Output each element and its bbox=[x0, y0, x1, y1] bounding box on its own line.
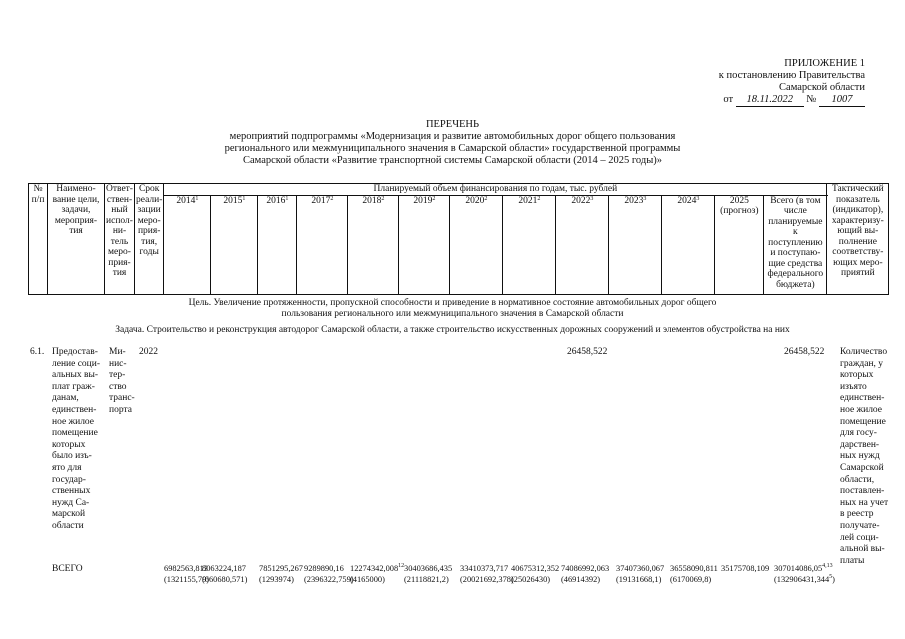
total-federal-value: (19131668,1) bbox=[616, 575, 662, 584]
year-2019: 2019$^2$ bbox=[399, 195, 450, 295]
year-2022: 2022$^3$ bbox=[556, 195, 609, 295]
total-main-value: 7851295,267 bbox=[259, 564, 303, 573]
total-federal-value: (6170069,8) bbox=[670, 575, 712, 584]
indicator-line: изъято bbox=[840, 381, 867, 392]
measure-name-line: альных вы- bbox=[52, 370, 98, 381]
table-header bbox=[28, 183, 889, 295]
total-year-value bbox=[561, 563, 609, 585]
goal-text bbox=[0, 298, 905, 320]
appendix-line1: к постановлению Правительства bbox=[718, 70, 865, 81]
col-name: Наимено-вание цели, задачи, мероприя-тия bbox=[48, 184, 105, 295]
total-federal-value: (25026430) bbox=[511, 575, 551, 584]
indicator-line: поставлен- bbox=[840, 486, 885, 497]
goal-line1: Цель. Увеличение протяженности, пропускной способности и приведение в нормативное состояние автомобильных дорог общего bbox=[188, 298, 717, 308]
appendix-date-line bbox=[719, 94, 865, 107]
total-main-value: 9289890,16 bbox=[304, 564, 344, 573]
document-heading bbox=[0, 119, 905, 167]
indicator-line: помещение bbox=[840, 416, 886, 427]
total-federal-value: (1321155,79) bbox=[164, 575, 210, 584]
measure-name-line: ственных bbox=[52, 486, 91, 497]
total-year-value bbox=[616, 563, 664, 585]
year-2015: 2015$^1$ bbox=[211, 195, 258, 295]
total-main-value: 37407360,067 bbox=[616, 564, 665, 573]
indicator-line: для госу- bbox=[840, 428, 877, 439]
measure-name-line: ято для bbox=[52, 462, 82, 473]
measure-name-line: ное жилое bbox=[52, 416, 95, 427]
total-label: ВСЕГО bbox=[52, 564, 83, 574]
total-main-value: 74086992,063 bbox=[561, 564, 610, 573]
measure-name-line: ление соци- bbox=[52, 358, 101, 369]
row-number: 6.1. bbox=[30, 347, 45, 357]
total-year-value bbox=[721, 563, 769, 574]
executor-line: Ми- bbox=[109, 347, 126, 357]
decree-number: 1007 bbox=[819, 94, 865, 107]
heading-line2: регионального или межмуниципального значения в Самарской области» государственной программы bbox=[224, 143, 681, 154]
indicator-line: граждан, у bbox=[840, 358, 884, 369]
appendix-line2: Самарской области bbox=[779, 82, 865, 93]
grand-total-value: 307014086,05$^{4,13}$ (132906431,344$^5$) bbox=[774, 563, 835, 584]
measure-name bbox=[52, 347, 108, 533]
total-federal-value: (2396322,759) bbox=[304, 575, 354, 584]
measure-name-line: единствен- bbox=[52, 404, 97, 415]
measure-name-line: плат граж- bbox=[52, 381, 95, 392]
total-main-value: 8063224,187 bbox=[202, 564, 246, 573]
indicator-line: ное жилое bbox=[840, 404, 883, 415]
measure-name-line: Предостав- bbox=[52, 347, 98, 357]
year-2023: 2023$^3$ bbox=[609, 195, 662, 295]
total-federal-value: (21118821,2) bbox=[404, 575, 449, 584]
indicator-line: Количество bbox=[840, 347, 888, 357]
total-year-value bbox=[460, 563, 514, 585]
indicator-line: ных на учет bbox=[840, 497, 889, 508]
total-federal-value: (4165000) bbox=[350, 575, 385, 584]
from-label: от bbox=[723, 94, 734, 105]
indicator-text bbox=[840, 347, 898, 567]
measure-name-line: нужд Са- bbox=[52, 497, 90, 508]
col-term: Срок реали-зации меро-прия-тия, годы bbox=[134, 184, 163, 295]
year-2016: 2016$^1$ bbox=[258, 195, 297, 295]
goal-line2: пользования регионального или межмуниципального значения в Самарской области bbox=[281, 309, 624, 319]
total-year-value bbox=[304, 563, 354, 585]
executor-line: транс- bbox=[109, 393, 135, 404]
total-main-value: 12274342,008$^{12}$ bbox=[350, 563, 405, 573]
measure-name-line: государ- bbox=[52, 474, 86, 485]
indicator-line: которых bbox=[840, 370, 874, 381]
total-year-value bbox=[350, 563, 404, 585]
heading-line3: Самарской области «Развитие транспортной системы Самарской области (2014 – 2025 годы)» bbox=[242, 155, 662, 166]
heading-line1: мероприятий подпрограммы «Модернизация и развитие автомобильных дорог общего пользования bbox=[229, 131, 676, 142]
measure-name-line: помещение bbox=[52, 428, 98, 439]
measure-name-line: которых bbox=[52, 439, 86, 450]
year-2025-forecast: 2025 (прогноз) bbox=[715, 195, 764, 295]
measure-name-line: марской bbox=[52, 509, 86, 520]
year-2021: 2021$^2$ bbox=[503, 195, 556, 295]
total-main-value: 33410373,717 bbox=[460, 564, 509, 573]
total-main-value: 6982563,813 bbox=[164, 564, 208, 573]
total-federal-value: (46914392) bbox=[561, 575, 601, 584]
measure-name-line: области bbox=[52, 520, 84, 531]
number-label: № bbox=[806, 94, 817, 105]
executor-line: тер- bbox=[109, 370, 126, 381]
total-year-value bbox=[670, 563, 718, 585]
measure-name-line: данам, bbox=[52, 393, 79, 404]
total-year-value bbox=[202, 563, 247, 585]
year-2014: 2014$^1$ bbox=[164, 195, 211, 295]
col-executor: Ответ-ствен-ный испол-ни-тель меро-прия-тия bbox=[105, 184, 135, 295]
term-year: 2022 bbox=[139, 347, 158, 357]
total-year-value bbox=[511, 563, 559, 585]
executor-name bbox=[109, 347, 135, 417]
indicator-line: области, bbox=[840, 474, 875, 485]
indicator-line: получате- bbox=[840, 520, 880, 531]
total-main-value: 40675312,352 bbox=[511, 564, 560, 573]
total-federal-value: (20021692,378) bbox=[460, 575, 514, 584]
indicator-line: ных нужд bbox=[840, 451, 880, 462]
total-values bbox=[164, 563, 904, 593]
indicator-line: Самарской bbox=[840, 462, 884, 473]
year-2018: 2018$^2$ bbox=[348, 195, 399, 295]
total-year-value bbox=[259, 563, 303, 585]
executor-line: нис- bbox=[109, 358, 127, 369]
col-number: № п/п bbox=[29, 184, 48, 295]
heading-title: ПЕРЕЧЕНЬ bbox=[425, 119, 480, 130]
appendix-title: ПРИЛОЖЕНИЕ 1 bbox=[784, 58, 865, 69]
task-text: Задача. Строительство и реконструкция автодорог Самарской области, а также строительство искусственных дорожных сооружений и элементов обустройства на них bbox=[115, 325, 790, 335]
value-2022: 26458,522 bbox=[567, 347, 608, 357]
indicator-line: в реестр bbox=[840, 509, 874, 520]
total-year-value bbox=[404, 563, 452, 585]
indicator-line: альной вы- bbox=[840, 544, 885, 555]
measure-name-line: было изъ- bbox=[52, 451, 92, 462]
total-main-value: 36558090,811 bbox=[670, 564, 718, 573]
indicator-line: платы bbox=[840, 555, 865, 566]
year-2017: 2017$^2$ bbox=[297, 195, 348, 295]
total-federal-value: (1293974) bbox=[259, 575, 294, 584]
executor-line: порта bbox=[109, 404, 132, 415]
indicator-line: лей соци- bbox=[840, 532, 879, 543]
executor-line: ство bbox=[109, 381, 127, 392]
year-2024: 2024$^3$ bbox=[662, 195, 715, 295]
value-total: 26458,522 bbox=[784, 347, 825, 357]
total-main-value: 30403686,435 bbox=[404, 564, 453, 573]
year-2020: 2020$^2$ bbox=[450, 195, 503, 295]
col-total: Всего (в том числе планируемые к поступлению и поступаю-щие средства федерального бюджета) bbox=[764, 195, 827, 295]
signed-date: 18.11.2022 bbox=[736, 94, 804, 107]
col-planned-funding: Планируемый объем финансирования по годам, тыс. рублей bbox=[164, 184, 827, 196]
total-federal-value: (660680,571) bbox=[202, 575, 248, 584]
indicator-line: единствен- bbox=[840, 393, 885, 404]
total-main-value: 35175708,109 bbox=[721, 564, 770, 573]
indicator-line: дарствен- bbox=[840, 439, 880, 450]
appendix-block bbox=[719, 58, 865, 107]
col-indicator: Тактический показатель (индикатор), характеризу-ющий вы-полнение соответству-ющих меро-приятий bbox=[827, 184, 889, 295]
